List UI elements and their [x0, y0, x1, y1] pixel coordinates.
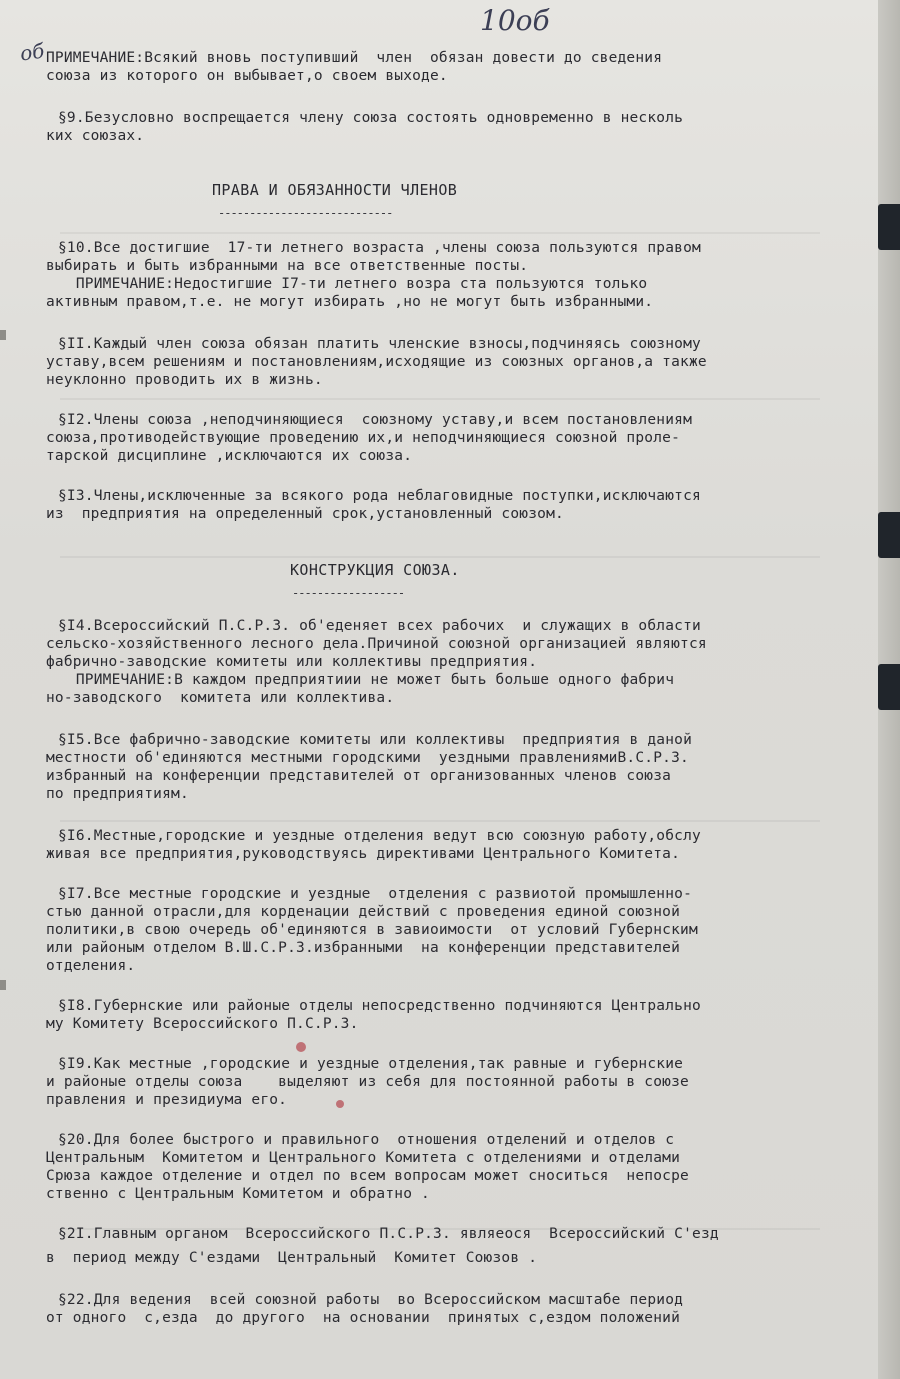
- text-line: уставу,всем решениям и постановлениям,исходящие из союзных органов,а также: [46, 354, 707, 370]
- binder-tab: [878, 204, 900, 250]
- text-line: или районым отделом В.Ш.С.Р.З.избранными на конференции представителей: [46, 940, 681, 956]
- heading-underline: ------------------: [292, 586, 405, 600]
- text-line: ких союзах.: [46, 128, 145, 144]
- section-heading-rights: ПРАВА И ОБЯЗАННОСТИ ЧЛЕНОВ: [212, 181, 458, 199]
- text-line: §20.Для более быстрого и правильного отношения отделений и отделов с: [58, 1132, 675, 1148]
- corner-mark: об: [18, 38, 46, 66]
- binder-tab: [878, 512, 900, 558]
- text-line: §I8.Губернские или районые отделы непосредственно подчиняются Центрально: [58, 998, 701, 1014]
- text-line: и районые отделы союза выделяют из себя для постоянной работы в союзе: [46, 1074, 689, 1090]
- text-line: от одного с,езда до другого на основании принятых с,ездом положений: [46, 1310, 681, 1326]
- text-line: союза,противодействующие проведению их,и неподчиняющиеся союзной проле-: [46, 430, 681, 446]
- text-line: §I2.Члены союза ,неподчиняющиеся союзному уставу,и всем постановлениям: [58, 412, 693, 428]
- text-line: отделения.: [46, 958, 136, 974]
- section-heading-construction: КОНСТРУКЦИЯ СОЮЗА.: [290, 561, 460, 579]
- text-line: из предприятия на определенный срок,установленный союзом.: [46, 506, 564, 522]
- text-line: §I9.Как местные ,городские и уездные отделения,так равные и губернские: [58, 1056, 684, 1072]
- text-line: му Комитету Всероссийского П.С.Р.З.: [46, 1016, 359, 1032]
- text-line: §2I.Главным органом Всероссийского П.С.Р.З. являеося Всероссийский С'езд: [58, 1226, 719, 1242]
- text-line: ственно с Центральным Комитетом и обратно .: [46, 1186, 430, 1202]
- text-line: ПРИМЕЧАНИЕ:Недостигшие I7-ти летнего возра ста пользуются только: [58, 276, 648, 292]
- ink-blot: [296, 1042, 306, 1052]
- text-line: §I5.Все фабрично-заводские комитеты или коллективы предприятия в даной: [58, 732, 693, 748]
- bleed-through-line: [60, 556, 820, 558]
- text-line: политики,в свою очередь об'единяются в завиоимости от условий Губернским: [46, 922, 698, 938]
- text-line: выбирать и быть избранными на все ответственные посты.: [46, 258, 529, 274]
- ink-blot: [336, 1100, 344, 1108]
- text-line: правления и президиума его.: [46, 1092, 288, 1108]
- text-line: §22.Для ведения всей союзной работы во Всероссийском масштабе период: [58, 1292, 684, 1308]
- text-line: §I7.Все местные городские и уездные отделения с развиотой промышленно-: [58, 886, 693, 902]
- text-line: живая все предприятия,руководствуясь директивами Центрального Комитета.: [46, 846, 681, 862]
- text-line: сельско-хозяйственного лесного дела.Причиной союзной организацией являются: [46, 636, 707, 652]
- text-line: стью данной отрасли,для корденации действий с проведения единой союзной: [46, 904, 681, 920]
- text-line: фабрично-заводские комитеты или коллективы предприятия.: [46, 654, 538, 670]
- text-line: Центральным Комитетом и Центрального Комитета с отделениями и отделами: [46, 1150, 681, 1166]
- bleed-through-line: [60, 232, 820, 234]
- text-line: §I4.Всероссийский П.С.Р.З. об'еденяет всех рабочих и служащих в области: [58, 618, 701, 634]
- text-line: §I3.Члены,исключенные за всякого рода неблаговидные поступки,исключаются: [58, 488, 701, 504]
- text-line: ПРИМЕЧАНИЕ:В каждом предприятиии не может быть больше одного фабрич: [58, 672, 675, 688]
- text-line: союза из которого он выбывает,о своем выходе.: [46, 68, 448, 84]
- text-line: местности об'единяются местными городскими уездными правлениямиВ.С.Р.З.: [46, 750, 689, 766]
- text-line: Срюза каждое отделение и отдел по всем вопросам может сноситься непосре: [46, 1168, 689, 1184]
- text-line: тарской дисциплине ,исключаются их союза.: [46, 448, 413, 464]
- text-line: §II.Каждый член союза обязан платить членские взносы,подчиняясь союзному: [58, 336, 701, 352]
- binding-hole: [0, 980, 6, 990]
- text-line: но-заводского комитета или коллектива.: [46, 690, 395, 706]
- folio-number: 10об: [480, 4, 550, 37]
- text-line: §10.Все достигшие 17-ти летнего возраста ,члены союза пользуются правом: [58, 240, 701, 256]
- text-line: ПРИМЕЧАНИЕ:Всякий вновь поступивший член обязан довести до сведения: [46, 50, 663, 66]
- text-line: активным правом,т.е. не могут избирать ,но не могут быть избранными.: [46, 294, 654, 310]
- binding-hole: [0, 330, 6, 340]
- heading-underline: ----------------------------: [218, 206, 393, 220]
- bleed-through-line: [60, 820, 820, 822]
- text-line: §I6.Местные,городские и уездные отделения ведут всю союзную работу,обслу: [58, 828, 701, 844]
- text-line: неуклонно проводить их в жизнь.: [46, 372, 323, 388]
- bleed-through-line: [60, 398, 820, 400]
- text-line: в период между С'ездами Центральный Комитет Союзов .: [46, 1250, 538, 1266]
- text-line: §9.Безусловно воспрещается члену союза состоять одновременно в несколь: [58, 110, 684, 126]
- text-line: избранный на конференции представителей от организованных членов союза: [46, 768, 672, 784]
- binder-tab: [878, 664, 900, 710]
- text-line: по предприятиям.: [46, 786, 189, 802]
